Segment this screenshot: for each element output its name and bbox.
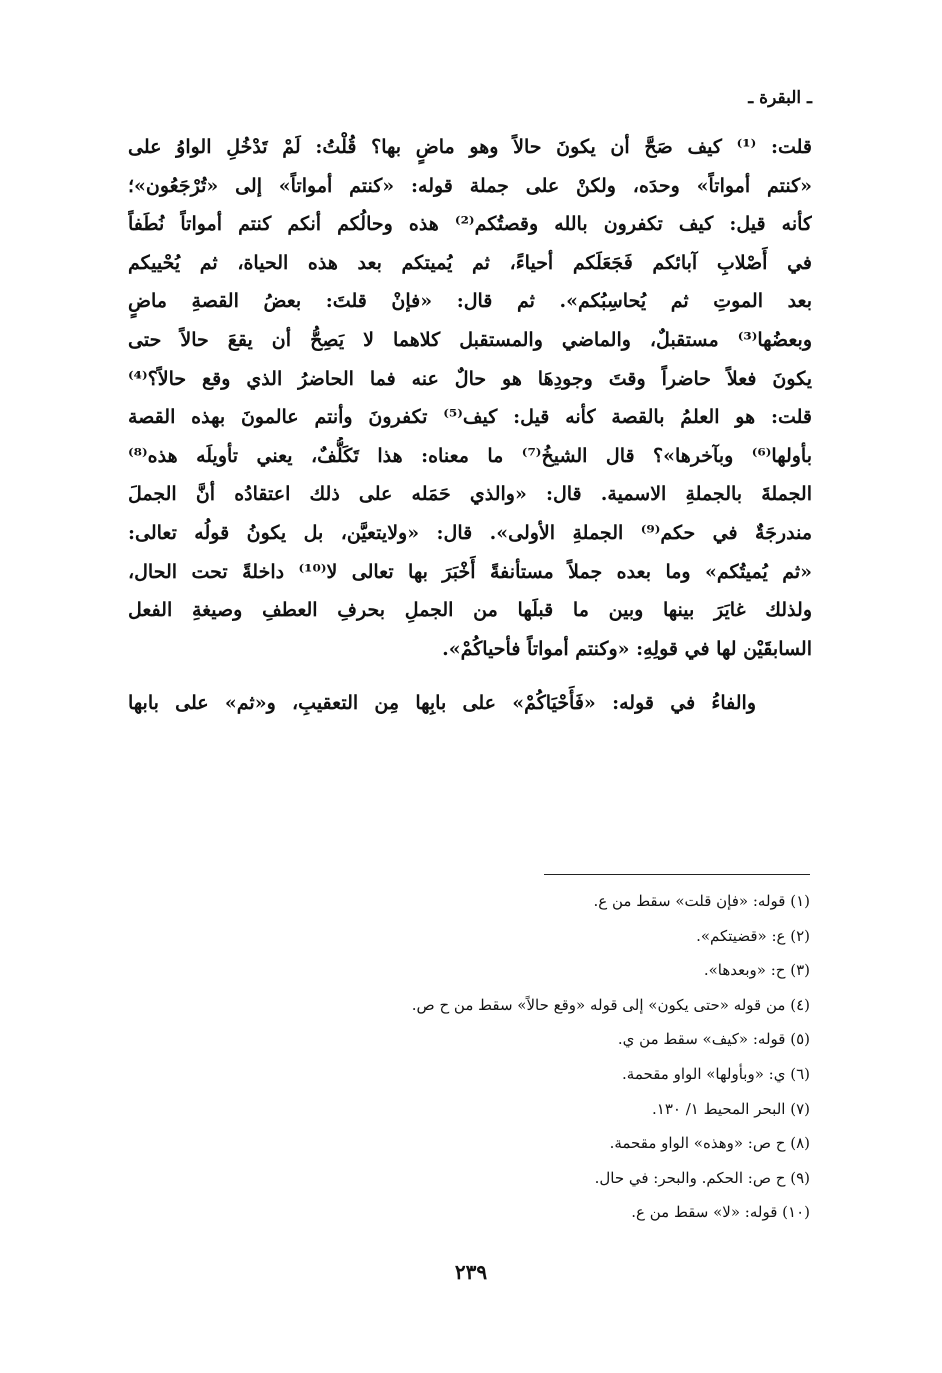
text-line: «كنتم أمواتاً» وحدَه، ولكنْ على جملة قوله: «كنتم أمواتاً» إلى «تُرْجَعُون»؛	[128, 174, 812, 197]
footnotes	[210, 884, 810, 1230]
text-line: «ثم يُميتُكم» وما بعده جملاً مستأنفةً أَخْبَرَ بها تعالى لا⁽¹⁰⁾ داخلةً تحت الحال،	[128, 560, 812, 583]
footnote: (٧) البحر المحيط ١/ ١٣٠.	[651, 1099, 810, 1118]
text-line: ولذلك غايَرَ بينها وبين ما قبلَها من الجملِ بحرفِ العطفِ وصيغةِ الفعل	[128, 599, 812, 622]
text-line: في أَصْلابِ آبائكم فَجَعَلَكم أحياءً، ثم يُميتكم بعد هذه الحياة، ثم يُحْييكم	[128, 251, 812, 274]
footnote-separator	[544, 874, 810, 875]
text-line: مندرجَةٌ في حكم⁽⁹⁾ الجملةِ الأولى». قال: «ولايتعيَّن، بل يكونُ قولُه تعالى:	[128, 521, 812, 544]
text-line: بعد الموتِ ثم يُحاسِبُكم». ثم قال: «فإنْ قلتَ: بعضُ القصةِ ماضٍ	[128, 290, 812, 313]
footnote: (٩) ح ص: الحكم. والبحر: في حال.	[594, 1168, 810, 1187]
text-line: قلت: هو العلمُ بالقصة كأنه قيل: كيف⁽⁵⁾ تكفرونَ وأنتم عالمونَ بهذه القصة	[128, 406, 812, 429]
text-line: بأولها⁽⁶⁾ وبآخرها»؟ قال الشيخُ⁽⁷⁾ ما معناه: هذا تَكَلُّفٌ، يعني تأويلَه هذه⁽⁸⁾	[128, 444, 812, 467]
main-text	[128, 128, 812, 723]
footnote: (٦) ي: «وبأولها» الواو مقحمة.	[622, 1064, 810, 1083]
footnote: (٢) ع: «قضيتكم».	[696, 926, 810, 945]
footnote: (٥) قوله: «كيف» سقط من ي.	[617, 1030, 810, 1049]
running-head: ـ البقرة ـ	[748, 88, 812, 108]
text-line: الجملةَ بالجملةِ الاسمية. قال: «والذي حَمَله على ذلك اعتقادُه أنَّ الجملَ	[128, 483, 812, 506]
footnote: (٣) ح: «وبعدها».	[703, 961, 810, 980]
second-paragraph-line: والفاءُ في قوله: «فَأَحْيَاكُمْ» على بابِها مِن التعقيبِ، و«ثم» على بابها	[128, 692, 756, 715]
page-number: ٢٣٩	[454, 1260, 488, 1284]
text-line: كأنه قيل: كيف تكفرون بالله وقصتُكم⁽²⁾ هذه وحالُكم أنكم كنتم أمواتاً نُطَفاً	[128, 213, 812, 236]
footnote: (٤) من قوله «حتى يكون» إلى قوله «وقع حالاً» سقط من ح ص.	[411, 995, 810, 1014]
text-line: السابقَيْن لها في قولِهِ: «وكنتم أمواتاً فأحياكُمْ».	[442, 637, 812, 660]
text-line: قلت: ⁽¹⁾ كيف صَحَّ أن يكونَ حالاً وهو ماضٍ بها؟ قُلْتُ: لَمْ تَدْخُلِ الواوُ على	[128, 136, 812, 158]
paragraph-gap	[128, 668, 812, 684]
footnote: (٨) ح ص: «وهذه» الواو مقحمة.	[609, 1134, 810, 1153]
footnote: (١٠) قوله: «لا» سقط من ع.	[631, 1203, 810, 1222]
text-line: وبعضُها⁽³⁾ مستقبلٌ، والماضي والمستقبل كلاهما لا يَصِحُّ أن يقعَ حالاً حتى	[128, 328, 812, 351]
text-line: يكونَ فعلاً حاضراً وقتَ وجودِهَا هو حالٌ عنه فما الحاضرُ الذي وقع حالاً؟⁽⁴⁾	[128, 367, 812, 390]
footnote: (١) قوله: «فإن قلت» سقط من ع.	[593, 892, 810, 910]
